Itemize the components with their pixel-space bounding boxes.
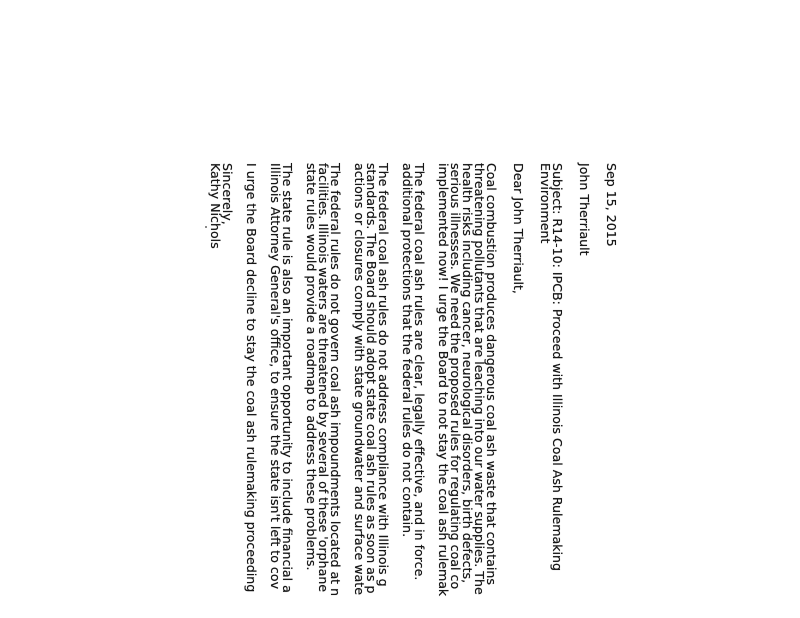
letter-paragraph — [401, 163, 425, 618]
paragraph-line: Coal combustion produces dangerous coal ash waste that contains — [484, 163, 499, 585]
paragraph-line: state rules would provide a roadmap to address these problems. — [304, 163, 319, 571]
paragraph-line: facilities. Illinois waters are threatened by several of these 'orphane — [316, 163, 331, 593]
letter-paragraph — [437, 163, 497, 618]
paragraph-line: Illinois Attorney General's office, to ensure the state isn't left to cov — [268, 163, 283, 590]
paragraph-line: implemented now! I urge the Board to not stay the coal ash rulemak — [436, 163, 451, 597]
scan-speck — [205, 226, 207, 228]
letter-subject-line: Environment — [538, 163, 553, 244]
paragraph-line: health risks including cancer, neurological disorders, birth defects, — [460, 163, 475, 584]
paragraph-line: The state rule is also an important opportunity to include financial a — [280, 163, 295, 593]
letter-paragraph — [305, 163, 341, 618]
letter-signature: Kathy Nichols — [208, 163, 223, 249]
paragraph-line: The federal rules do not govern coal ash impoundments located at n — [328, 163, 343, 597]
paragraph-line: standards. The Board should adopt state coal ash rules as soon as p — [364, 163, 379, 594]
letter-paragraph — [269, 163, 293, 618]
paragraph-line: serious illnesses. We need the proposed rules for regulating coal co — [448, 163, 463, 590]
letter-recipient: John Therriault — [577, 163, 592, 256]
rotated-letter-content — [209, 163, 617, 618]
letter-salutation: Dear John Therriault, — [511, 163, 526, 294]
paragraph-line: The federal coal ash rules do not address compliance with Illinois g — [376, 163, 391, 587]
letter-paragraph — [245, 163, 257, 618]
paragraph-line: I urge the Board decline to stay the coal ash rulemaking proceeding — [244, 163, 259, 593]
paragraph-line: The federal coal ash rules are clear, legally effective, and in force. — [412, 163, 427, 581]
letter-subject-line: Subject: R14-10: IPCB: Proceed with Illinois Coal Ash Rulemaking — [550, 163, 565, 572]
paragraph-line: additional protections that the federal rules do not contain. — [400, 163, 415, 538]
paragraph-line: actions or closures comply with state groundwater and surface wate — [352, 163, 367, 595]
letter-closing: Sincerely, — [220, 163, 235, 225]
paragraph-line: threatening pollutants that are leaching into our water supplies. The — [472, 163, 487, 595]
letter-date: Sep 15, 2015 — [604, 163, 619, 247]
letter-paragraph — [353, 163, 389, 618]
